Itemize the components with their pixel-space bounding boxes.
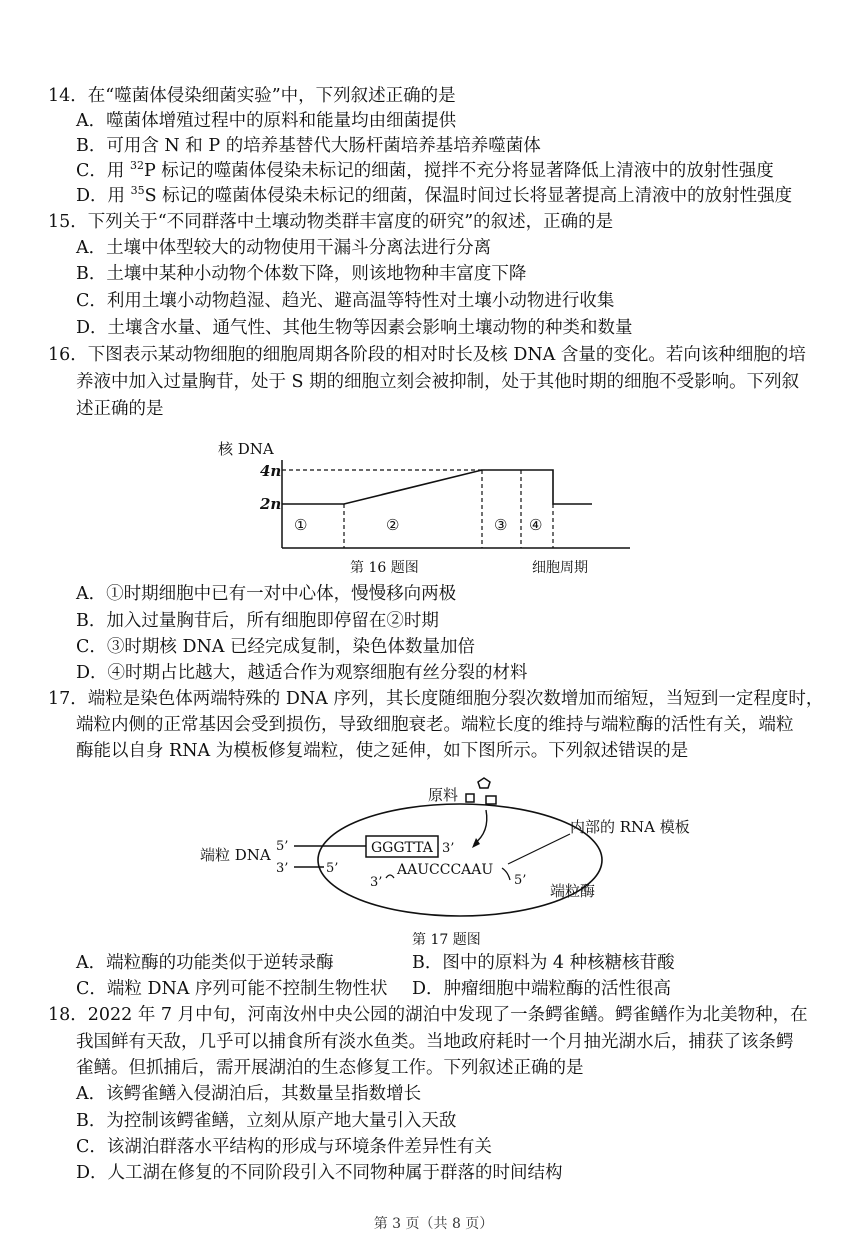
fig17-caption: 第 17 题图 xyxy=(412,932,481,948)
fig17-rna-template-label: 内部的 RNA 模板 xyxy=(570,818,690,836)
fig16-phase-1: ① xyxy=(294,516,308,534)
fig16-phase-2: ② xyxy=(386,516,400,534)
q14-option-b: B．可用含 N 和 P 的培养基替代大肠杆菌培养基培养噬菌体 xyxy=(76,136,541,156)
q16-option-b: B．加入过量胸苷后，所有细胞即停留在②时期 xyxy=(76,611,439,631)
q15-option-a: A．土壤中体型较大的动物使用干漏斗分离法进行分离 xyxy=(76,238,492,258)
q16-option-d: D．④时期占比越大，越适合作为观察细胞有丝分裂的材料 xyxy=(76,663,528,683)
q15-stem: 15．下列关于“不同群落中土壤动物类群丰富度的研究”的叙述，正确的是 xyxy=(48,212,614,232)
fig17-nucleotide-icons xyxy=(466,778,496,804)
fig16-y-axis-label: 核 DNA xyxy=(218,440,274,458)
fig17-box-3prime: 3’ xyxy=(442,841,455,856)
q18-option-c: C．该湖泊群落水平结构的形成与环境条件差异性有关 xyxy=(76,1137,492,1157)
fig17-telomerase-label: 端粒酶 xyxy=(550,882,596,900)
q16-stem-line3: 述正确的是 xyxy=(76,399,164,419)
q14-stem: 14．在“噬菌体侵染细菌实验”中，下列叙述正确的是 xyxy=(48,86,456,106)
fig16-caption: 第 16 题图 xyxy=(350,560,419,576)
fig17-telomere-dna-label: 端粒 DNA xyxy=(200,846,271,864)
q16-option-a: A．①时期细胞中已有一对中心体，慢慢移向两极 xyxy=(76,584,457,604)
fig17-strand2-5prime: 5’ xyxy=(326,861,339,876)
fig16-y-tick-2n: 2n xyxy=(260,495,282,513)
fig17-strand1-5prime: 5’ xyxy=(276,839,289,854)
q17-option-d: D．肿瘤细胞中端粒酶的活性很高 xyxy=(412,979,672,999)
fig16-y-tick-4n: 4n xyxy=(260,462,282,480)
q17-option-c: C．端粒 DNA 序列可能不控制生物性状 xyxy=(76,979,388,999)
fig17-strand2-3prime: 3’ xyxy=(276,861,289,876)
q18-option-d: D．人工湖在修复的不同阶段引入不同物种属于群落的时间结构 xyxy=(76,1163,563,1183)
q18-stem-line1: 18．2022 年 7 月中旬，河南汝州中央公园的湖泊中发现了一条鳄雀鳝。鳄雀鳝作为北美物种，在 xyxy=(48,1005,808,1025)
fig17-rna-sequence: AAUCCCAAU xyxy=(397,862,494,878)
q18-stem-line3: 雀鳝。但抓捕后，需开展湖泊的生态修复工作。下列叙述正确的是 xyxy=(76,1058,584,1078)
q17-stem-line2: 端粒内侧的正常基因会受到损伤，导致细胞衰老。端粒长度的维持与端粒酶的活性有关，端粒 xyxy=(76,715,794,735)
fig17-box-sequence: GGGTTA xyxy=(371,840,433,856)
fig17-raw-material-label: 原料 xyxy=(428,786,459,804)
q17-stem-line3: 酶能以自身 RNA 为模板修复端粒，使之延伸，如下图所示。下列叙述错误的是 xyxy=(76,741,689,761)
q18-option-a: A．该鳄雀鳝入侵湖泊后，其数量呈指数增长 xyxy=(76,1084,422,1104)
q15-option-d: D．土壤含水量、通气性、其他生物等因素会影响土壤动物的种类和数量 xyxy=(76,318,633,338)
q16-stem-line1: 16．下图表示某动物细胞的细胞周期各阶段的相对时长及核 DNA 含量的变化。若向该种细胞的培 xyxy=(48,345,806,365)
fig17-rna-5prime: 5’ xyxy=(514,873,527,888)
q17-stem-line1: 17．端粒是染色体两端特殊的 DNA 序列，其长度随细胞分裂次数增加而缩短，当短到一定程度时， xyxy=(48,689,824,709)
fig17-rna-3prime: 3’ xyxy=(370,875,383,890)
q16-stem-line2: 养液中加入过量胸苷，处于 S 期的细胞立刻会被抑制，处于其他时期的细胞不受影响。下列叙 xyxy=(76,372,800,392)
fig16-phase-4: ④ xyxy=(529,516,543,534)
fig16-x-axis-label: 细胞周期 xyxy=(532,560,588,576)
q16-option-c: C．③时期核 DNA 已经完成复制，染色体数量加倍 xyxy=(76,637,475,657)
page-footer: 第 3 页（共 8 页） xyxy=(373,1216,494,1232)
fig16-phase-3: ③ xyxy=(494,516,508,534)
figure-16-dna-graph xyxy=(210,430,630,580)
figure-17-telomerase xyxy=(190,770,710,950)
q17-option-b: B．图中的原料为 4 种核糖核苷酸 xyxy=(412,953,675,973)
q15-option-c: C．利用土壤小动物趋湿、趋光、避高温等特性对土壤小动物进行收集 xyxy=(76,291,615,311)
q14-option-a: A．噬菌体增殖过程中的原料和能量均由细菌提供 xyxy=(76,111,457,131)
q14-option-c: C．用 $^{32}$P 标记的噬菌体侵染未标记的细菌，搅拌不充分将显著降低上清液中的放射性强度 xyxy=(76,159,774,181)
q17-option-a: A．端粒酶的功能类似于逆转录酶 xyxy=(76,953,334,973)
q14-option-d: D．用 $^{35}$S 标记的噬菌体侵染未标记的细菌，保温时间过长将显著提高上清液中的放射性强度 xyxy=(76,184,793,206)
q18-stem-line2: 我国鲜有天敌，几乎可以捕食所有淡水鱼类。当地政府耗时一个月抽光湖水后，捕获了该条鳄 xyxy=(76,1032,794,1052)
fig16-dna-curve xyxy=(282,470,592,504)
q18-option-b: B．为控制该鳄雀鳝，立刻从原产地大量引入天敌 xyxy=(76,1111,457,1131)
q15-option-b: B．土壤中某种小动物个体数下降，则该地物种丰富度下降 xyxy=(76,264,527,284)
